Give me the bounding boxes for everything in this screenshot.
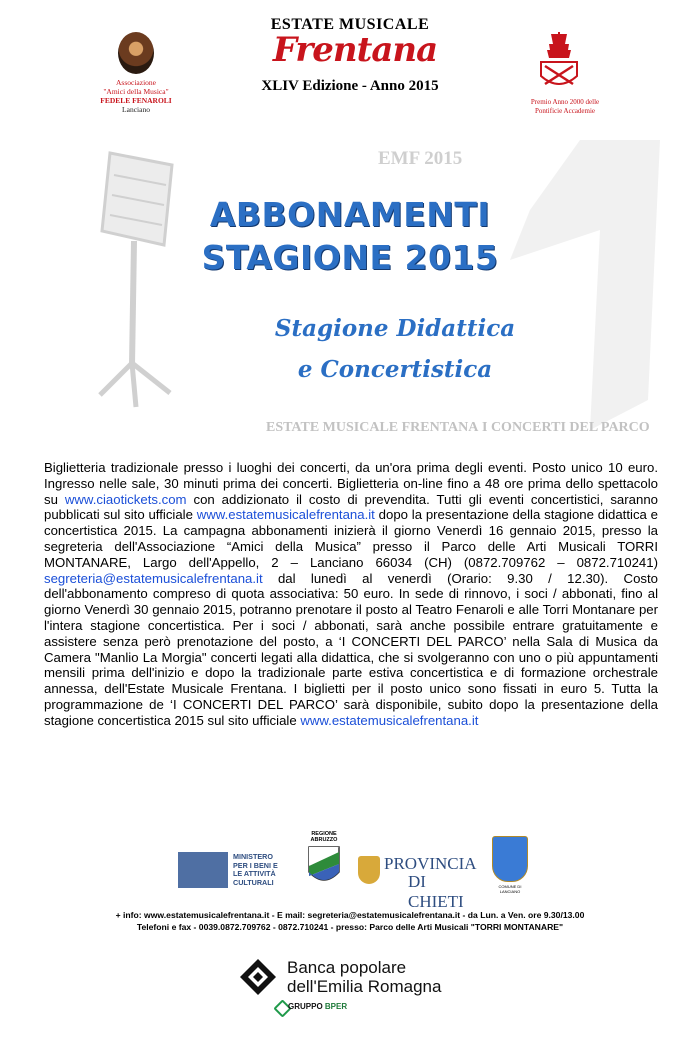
abruzzo-line: ABRUZZO xyxy=(310,837,338,843)
body-text: dal lunedì al venerdì (Orario: 9.30 / 12.30). Costo dell'abbonamento compreso di quota associativa: 50 euro. In sede di rinnovo, i soci / abbonati, fino al giorno Venerdì 30 gennaio 2015, potranno prenotare il posto al Teatro Fenaroli e alle Torri Montanare per l'intera stagione concertistica. Per i soci / abbonati, sarà anche possibile entrare gratuitamente e assistere senza però prenotazione del posto, a ‘I CONCERTI DEL PARCO’ nella Sala di Musica da Camera "Manlio La Morgia" concerti legati alla didattica, che si svolgeranno con uno o più appuntamenti mensili prima dell'inizio e dopo la tradizionale parte estiva concertistica e di formazione orchestrale annessa, dell'Estate Musicale Frentana. I biglietti per il posto unico sono fissati in euro 5. Tutta la programmazione de ‘I CONCERTI DEL PARCO’ sarà disponibile, subito dopo la presentazione della stagione concertistica 2015 sul sito ufficiale xyxy=(44,570,658,728)
mibac-mark-icon xyxy=(178,852,228,888)
headline-abbonamenti: ABBONAMENTI xyxy=(209,195,491,234)
edition-label: XLIV Edizione - Anno 2015 xyxy=(261,78,439,94)
lanciano-label: COMUNE DI LANCIANO xyxy=(498,884,522,894)
association-line: Lanciano xyxy=(122,105,150,114)
emf-watermark: EMF 2015 xyxy=(378,148,463,169)
festival-title: ESTATE MUSICALE xyxy=(270,16,430,33)
comune-lanciano-logo xyxy=(488,836,532,894)
association-line: "Amici della Musica" xyxy=(103,87,169,96)
lanciano-crest-icon xyxy=(492,836,528,882)
bper-text: BPER xyxy=(324,1002,348,1011)
chieti-crest-icon xyxy=(358,856,380,884)
bper-bank-logo-icon xyxy=(239,958,277,996)
papal-line: Premio Anno 2000 delle xyxy=(530,98,600,106)
subtitle-concertistica: e Concertistica xyxy=(297,356,493,383)
mibac-line: PER I BENI E xyxy=(233,860,278,870)
abruzzo-line: REGIONE xyxy=(311,831,337,837)
mibac-line: MINISTERO xyxy=(233,852,273,861)
footer-info-line: + info: www.estatemusicalefrentana.it - E mail: segreteria@estatemusicalefrentana.it - da Lun. a Ven. ore 9.30/13.00 xyxy=(115,910,585,920)
body-text: dopo la presentazione della stagione didattica e concertistica 2015. La campagna abbonamenti inizierà il giorno Venerdì 16 gennaio 2015, presso la segreteria dell'Associazione “Amici della Musica” presso il Parco delle Arti Musicali TORRI MONTANARE, Largo dell'Appello, 2 – Lanciano 66034 (CH) (0872.709762 – 0872.710241) xyxy=(44,507,658,570)
mibac-line: CULTURALI xyxy=(233,877,274,887)
regione-abruzzo-logo xyxy=(302,828,346,892)
abruzzo-label xyxy=(302,831,346,843)
bank-name-line: dell'Emilia Romagna xyxy=(287,977,442,996)
email-link[interactable]: segreteria@estatemusicalefrentana.it xyxy=(44,570,263,586)
label-concerti-parco: I CONCERTI DEL PARCO xyxy=(482,420,650,435)
chieti-line1: PROVINCIA xyxy=(384,854,477,873)
subtitle-didattica: Stagione Didattica xyxy=(274,315,516,342)
bank-name xyxy=(287,958,441,996)
association-caption xyxy=(72,78,200,114)
footer-contact-line: Telefoni e fax - 0039.0872.709762 - 0872.710241 - presso: Parco delle Arti Musicali "TORRI MONTANARE" xyxy=(136,922,564,932)
association-line: Associazione xyxy=(116,78,156,87)
website-link[interactable]: www.estatemusicalefrentana.it xyxy=(196,507,375,523)
papal-line: Pontificie Accademie xyxy=(534,107,596,115)
gruppo-text: GRUPPO xyxy=(288,1002,325,1011)
bank-name-line: Banca popolare xyxy=(287,958,407,977)
ciaotickets-link[interactable]: www.ciaotickets.com xyxy=(64,491,187,507)
headline-stagione: STAGIONE 2015 xyxy=(201,238,499,277)
gruppo-bper-label xyxy=(288,1002,347,1011)
info-paragraph xyxy=(44,460,658,729)
papal-caption xyxy=(510,98,620,116)
association-line: FEDELE FENAROLI xyxy=(100,96,172,105)
mibac-text xyxy=(233,853,278,887)
mibac-logo xyxy=(178,852,291,888)
website-link-bottom[interactable]: www.estatemusicalefrentana.it xyxy=(300,712,479,728)
provincia-chieti-logo xyxy=(358,852,477,911)
number-one-watermark-icon xyxy=(470,140,670,440)
fenaroli-portrait-logo xyxy=(118,32,154,74)
body-text: con addizionato il costo di prevendita. Tutti gli eventi concertistici, saranno pubblicati sul sito ufficiale xyxy=(44,491,658,523)
body-text: Biglietteria tradizionale presso i luoghi dei concerti, da un'ora prima degli eventi. Posto unico 10 euro. Ingresso nelle sale, 30 minuti prima dei concerti. Biglietteria on-line fino a 48 ore prima dello spettacolo su xyxy=(44,460,658,507)
mibac-line: LE ATTIVITÀ xyxy=(233,869,276,878)
chieti-line2: DI CHIETI xyxy=(408,872,464,911)
festival-script-logo: Frentana xyxy=(272,30,438,70)
papal-coat-of-arms-icon xyxy=(535,32,583,90)
label-estate-musicale: ESTATE MUSICALE FRENTANA xyxy=(266,420,479,435)
abruzzo-shield-icon xyxy=(308,846,340,888)
